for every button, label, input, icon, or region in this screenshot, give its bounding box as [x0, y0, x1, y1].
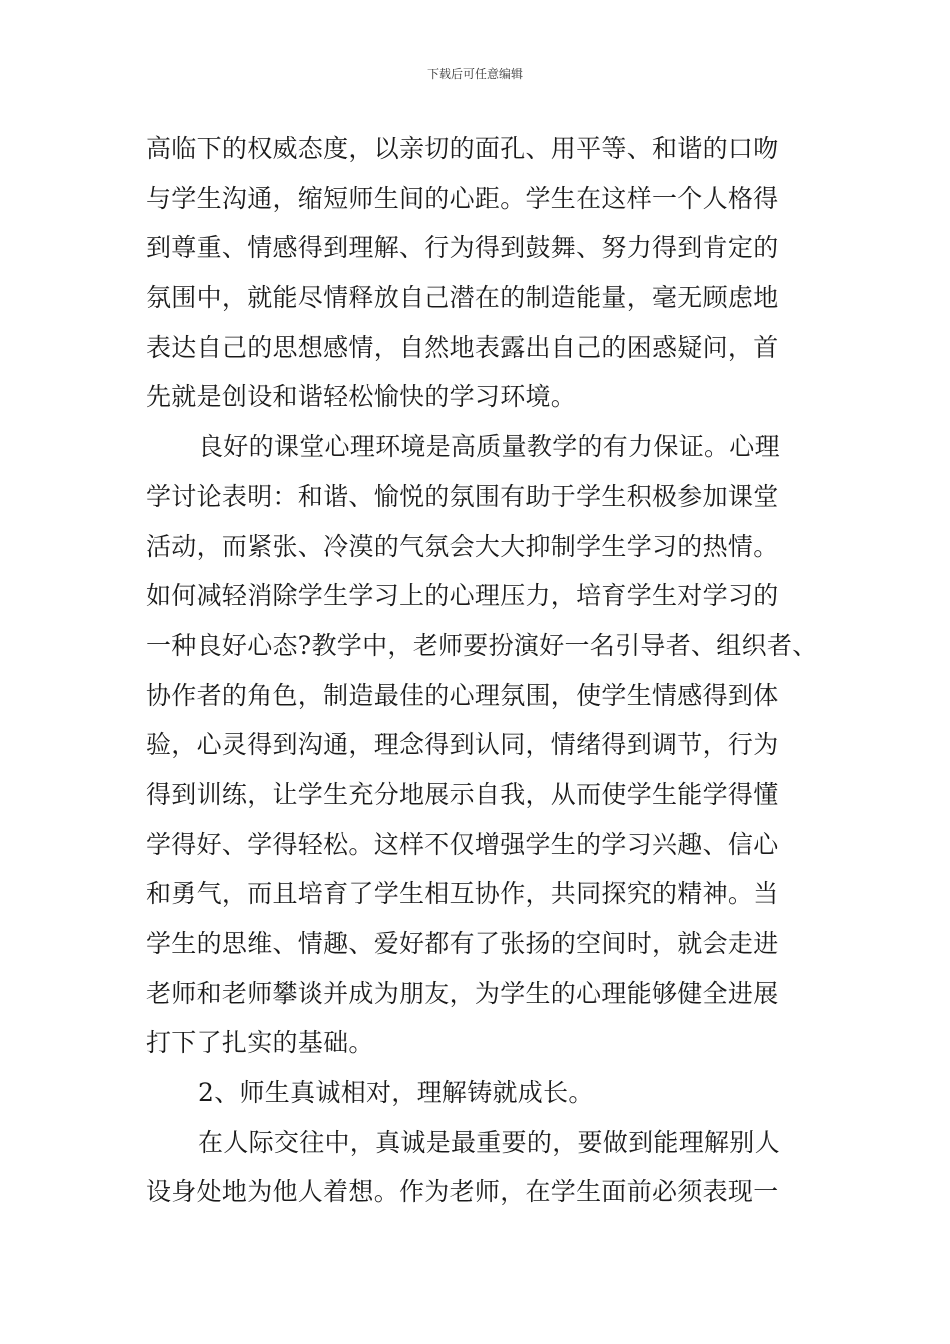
- text-line: 验，心灵得到沟通，理念得到认同，情绪得到调节，行为: [146, 730, 779, 760]
- text-line: 活动，而紧张、冷漠的气氛会大大抑制学生学习的热情。: [146, 531, 779, 561]
- text-line: 在人际交往中，真诚是最重要的，要做到能理解别人: [198, 1127, 780, 1157]
- text-line: 得到训练，让学生充分地展示自我，从而使学生能学得懂: [146, 779, 779, 809]
- text-line: 和勇气，而且培育了学生相互协作，共同探究的精神。当: [146, 879, 779, 909]
- text-line: 协作者的角色，制造最佳的心理氛围，使学生情感得到体: [146, 680, 779, 710]
- text-line: 学得好、学得轻松。这样不仅增强学生的学习兴趣、信心: [146, 829, 779, 859]
- text-line: 高临下的权威态度，以亲切的面孔、用平等、和谐的口吻: [146, 134, 779, 163]
- text-line: 学生的思维、情趣、爱好都有了张扬的空间时，就会走进: [146, 929, 779, 958]
- text-line: 学讨论表明：和谐、愉悦的氛围有助于学生积极参加课堂: [146, 481, 779, 511]
- text-line: 设身处地为他人着想。作为老师，在学生面前必须表现一: [146, 1177, 779, 1207]
- text-line: 一种良好心态?教学中，老师要扮演好一名引导者、组织者、: [146, 630, 818, 660]
- text-line: 表达自己的思想感情，自然地表露出自己的困惑疑问，首: [146, 332, 779, 362]
- text-line: 2、师生真诚相对，理解铸就成长。: [198, 1078, 594, 1108]
- text-line: 先就是创设和谐轻松愉快的学习环境。: [146, 382, 577, 412]
- body-text: [146, 124, 818, 1217]
- text-line: 打下了扎实的基础。: [146, 1028, 374, 1058]
- text-line: 良好的课堂心理环境是高质量教学的有力保证。心理: [198, 432, 780, 462]
- text-line: 老师和老师攀谈并成为朋友，为学生的心理能够健全进展: [146, 978, 779, 1008]
- page-header: 下载后可任意编辑: [426, 67, 523, 81]
- text-line: 氛围中，就能尽情释放自己潜在的制造能量，毫无顾虑地: [146, 283, 779, 313]
- text-line: 与学生沟通，缩短师生间的心距。学生在这样一个人格得: [146, 183, 779, 213]
- text-line: 到尊重、情感得到理解、行为得到鼓舞、努力得到肯定的: [146, 233, 779, 263]
- text-line: 如何减轻消除学生学习上的心理压力，培育学生对学习的: [146, 581, 779, 611]
